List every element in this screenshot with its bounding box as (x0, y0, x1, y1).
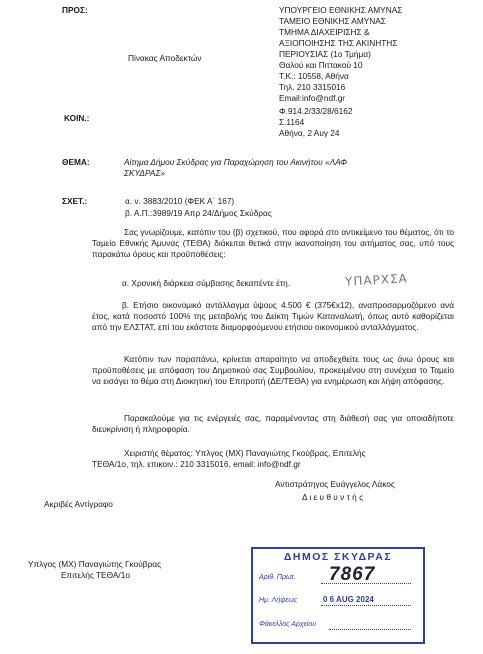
stamp-title: ΔΗΜΟΣ ΣΚΥΔΡΑΣ (283, 551, 393, 563)
recipients-table-label: Πίνακας Αποδεκτών (128, 53, 202, 63)
recipient-line: Τηλ. 210 3315016 (279, 82, 346, 92)
copy-signer-name: Υπλγος (ΜΧ) Παναγιώτης Γκούβρας (28, 559, 162, 569)
recipient-line: Τ.Κ.: 10558, Αθήνα (279, 71, 349, 81)
reference-number: Φ.914.2/33/28/6162 (279, 106, 353, 116)
recipient-line: ΥΠΟΥΡΓΕΙΟ ΕΘΝΙΚΗΣ ΑΜΥΝΑΣ (279, 5, 403, 15)
stamp-row-protocol (259, 564, 417, 588)
stamp-date-label: Ημ. Λήψεως (259, 597, 298, 604)
handler-line-2: ΤΕΘΑ/1ο, τηλ. επικοιν.: 210 3315016, email: info@ndf.gr (92, 459, 301, 469)
document-date: Αθήνα, 2 Αυγ 24 (279, 128, 340, 138)
recipient-line: ΤΑΜΕΙΟ ΕΘΝΙΚΗΣ ΑΜΥΝΑΣ (279, 16, 386, 26)
body-paragraph-3: Παρακαλούμε για τις ενέργειές σας, παραμένοντας στη διάθεσή σας για οποιαδήποτε διευκρίνιση ή πληροφορία. (92, 413, 454, 434)
condition-item-b: β. Ετήσιο οικονομικό αντάλλαγμα ύψους 4.500 € (375€x12), αναπροσαρμοζόμενο ανά έτος, κατά ποσοστό 100% της μεταβολής του Δείκτη Τιμών Καταναλωτή, όπως αυτό καθορίζεται από την ΕΛΣΤΑΤ, επί του εκάστοτε διαμορφούμενου ετήσιου οικονομικού ανταλλάγματος. (92, 300, 454, 332)
recipient-line: Θαλού και Πιττακού 10 (279, 60, 363, 70)
related-item-a: α. ν. 3883/2010 (ΦΕΚ Α΄ 167) (125, 196, 235, 206)
copy-signer-role: Επιτελής ΤΕΘΑ/1ο (61, 570, 130, 580)
signatory-name: Αντιστράτηγος Ευάγγελος Λάκος (275, 479, 395, 489)
subject-line-2: ΣΚΥΔΡΑΣ» (124, 168, 166, 178)
recipient-line: ΑΞΙΟΠΟΙΗΣΗΣ ΤΗΣ ΑΚΙΝΗΤΗΣ (279, 38, 398, 48)
recipient-line: ΤΜΗΜΑ ΔΙΑΧΕΙΡΙΣΗΣ & (279, 27, 370, 37)
recipient-email: Email:info@ndf.gr (279, 93, 346, 103)
stamp-protocol-number: 7867 (329, 564, 376, 585)
stamp-protocol-label: Αριθ. Πρωτ. (259, 574, 296, 581)
recipient-line: ΠΕΡΙΟΥΣΙΑΣ (1ο Τμήμα) (279, 49, 371, 59)
stamp-date-value: 0 6 AUG 2024 (323, 595, 374, 604)
stamp-row-archive (259, 619, 417, 633)
registry-stamp (251, 547, 425, 644)
pros-label: ΠΡΟΣ: (62, 5, 88, 15)
related-label: ΣΧΕΤ.: (62, 196, 88, 206)
body-paragraph-1: Σας γνωρίζουμε, κατόπιν του (β) σχετικού, που αφορά στο αντικείμενο του θέματος, ότι το Ταμείο Εθνικής Άμυνας (ΤΕΘΑ) διάκειται θετικά στην ικανοποίηση του αιτήματος σας, υπό τους παρακάτω όρους και προϋποθέσεις: (92, 227, 454, 259)
subject-line-1: Αίτημα Δήμου Σκύδρας για Παραχώρηση του Ακινήτου «ΛΑΦ (124, 157, 348, 167)
handler-line-1: Χειριστής θέματος: Υπλγος (ΜΧ) Παναγιώτης Γκούβρας, Επιτελής (124, 448, 366, 458)
body-paragraph-2: Κατόπιν των παραπάνω, κρίνεται απαραίτητο να αποδεχθείτε τους ως άνω όρους και προϋποθέσεις με απόφαση του Δημοτικού σας Συμβουλίου, προκειμένου στη συνέχεια το Ταμείο να εισάγει το θέμα στη Διοικητική του Επιτροπή (ΔΕ/ΤΕΘΑ) για ενημέρωση και λήψη απόφασης. (92, 354, 454, 386)
subject-label: ΘΕΜΑ: (62, 157, 90, 167)
stamp-archive-label: Φάκελλος Αρχείου (259, 621, 317, 628)
stamp-row-date (259, 593, 417, 609)
related-item-b: β. Α.Π.:3989/19 Απρ 24/Δήμος Σκύδρας (125, 208, 272, 218)
reference-serial: Σ.1164 (279, 117, 305, 127)
signatory-role: Δ ι ε υ θ υ ν τ ή ς (302, 492, 364, 502)
koin-label: ΚΟΙΝ.: (64, 113, 90, 123)
handwritten-note: ΥΠΑΡΧΣΑ (344, 271, 409, 289)
true-copy-label: Ακριβές Αντίγραφο (44, 499, 113, 509)
condition-item-a: α. Χρονική διάρκεια σύμβασης δεκαπέντε έτη. (122, 278, 291, 288)
